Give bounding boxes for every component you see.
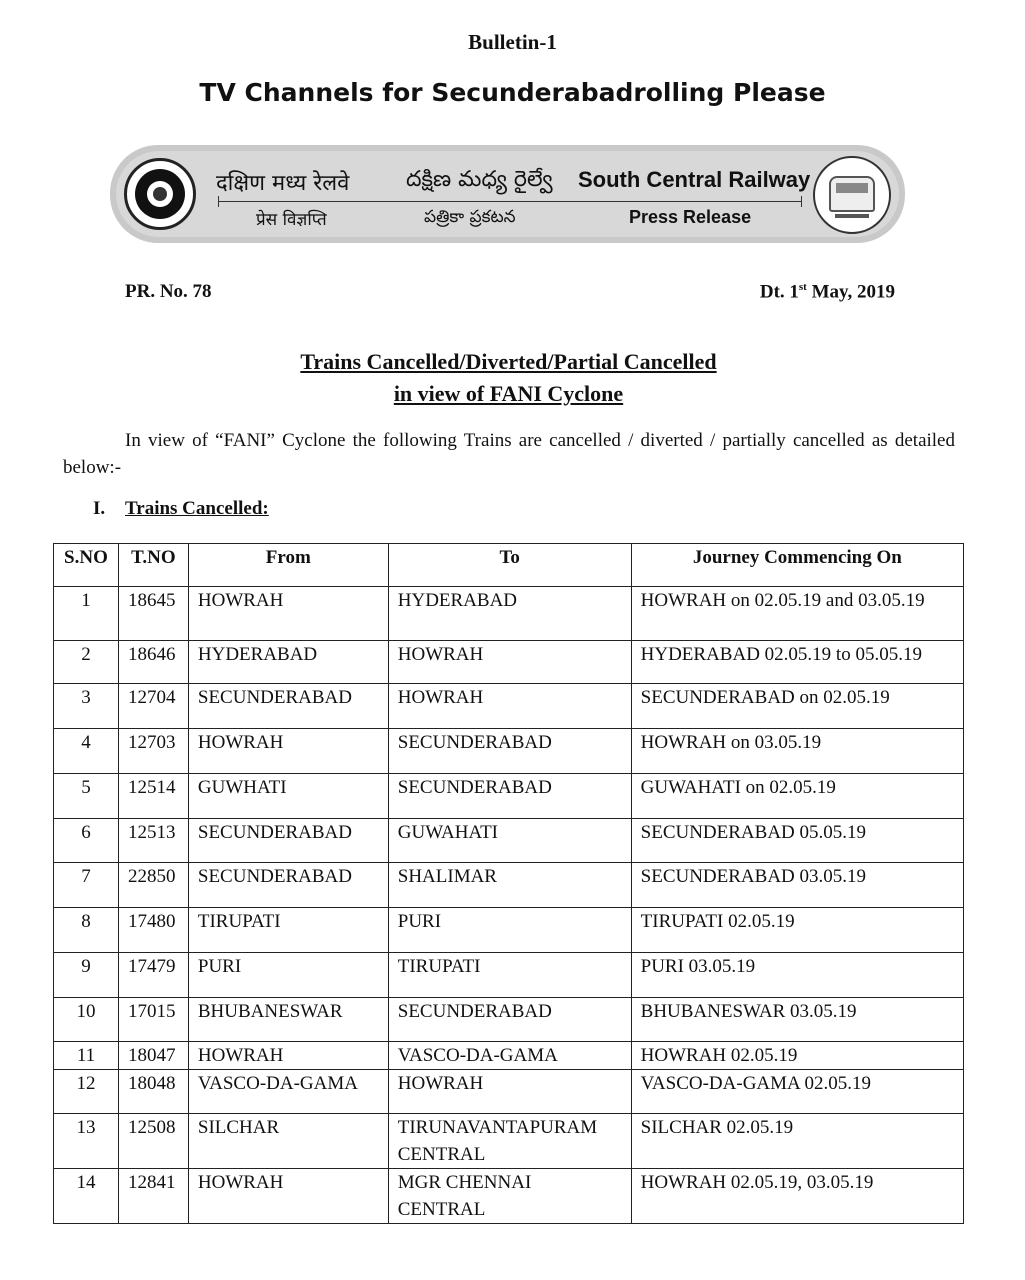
header-from: From bbox=[188, 544, 388, 587]
cell-from: TIRUPATI bbox=[188, 908, 388, 953]
cell-to: SECUNDERABAD bbox=[388, 729, 631, 774]
cell-from: HOWRAH bbox=[188, 587, 388, 641]
section-label: Trains Cancelled: bbox=[125, 498, 269, 519]
table-row bbox=[54, 863, 964, 908]
cell-to: HOWRAH bbox=[388, 684, 631, 729]
cell-journey: GUWAHATI on 02.05.19 bbox=[631, 774, 963, 819]
cell-sno: 10 bbox=[54, 998, 119, 1042]
banner-hindi-press: प्रेस विज्ञप्ति bbox=[256, 210, 327, 230]
table-row bbox=[54, 998, 964, 1042]
table-row bbox=[54, 819, 964, 863]
cell-sno: 3 bbox=[54, 684, 119, 729]
table-row bbox=[54, 1070, 964, 1114]
intro-paragraph: In view of “FANI” Cyclone the following Trains are cancelled / diverted / partially cancelled as detailed below:- bbox=[63, 430, 955, 478]
cell-sno: 4 bbox=[54, 729, 119, 774]
cell-journey: SECUNDERABAD on 02.05.19 bbox=[631, 684, 963, 729]
cell-sno: 11 bbox=[54, 1042, 119, 1070]
date-prefix: Dt. 1 bbox=[759, 281, 799, 303]
bulletin-label: Bulletin-1 bbox=[468, 30, 557, 54]
heading-line-1: Trains Cancelled/Diverted/Partial Cancelled bbox=[300, 349, 717, 374]
release-date bbox=[760, 281, 895, 303]
cell-to: MGR CHENNAI CENTRAL bbox=[388, 1169, 631, 1224]
cell-tno: 17479 bbox=[118, 953, 188, 998]
cell-journey: HYDERABAD 02.05.19 to 05.05.19 bbox=[631, 641, 963, 684]
cell-tno: 18646 bbox=[118, 641, 188, 684]
cell-journey: SECUNDERABAD 05.05.19 bbox=[631, 819, 963, 863]
date-suffix: May, 2019 bbox=[806, 281, 895, 303]
cell-sno: 7 bbox=[54, 863, 119, 908]
table-row bbox=[54, 729, 964, 774]
banner-english-name: South Central Railway bbox=[578, 167, 811, 192]
header-journey: Journey Commencing On bbox=[631, 544, 963, 587]
cell-from: SECUNDERABAD bbox=[188, 819, 388, 863]
cell-from: GUWHATI bbox=[188, 774, 388, 819]
cell-tno: 18048 bbox=[118, 1070, 188, 1114]
table-row bbox=[54, 641, 964, 684]
cell-to: GUWAHATI bbox=[388, 819, 631, 863]
banner-english-press: Press Release bbox=[629, 207, 752, 227]
table-row bbox=[54, 1042, 964, 1070]
cell-sno: 9 bbox=[54, 953, 119, 998]
cell-journey: TIRUPATI 02.05.19 bbox=[631, 908, 963, 953]
cell-to: PURI bbox=[388, 908, 631, 953]
cell-to: HOWRAH bbox=[388, 641, 631, 684]
cell-tno: 12704 bbox=[118, 684, 188, 729]
cell-from: VASCO-DA-GAMA bbox=[188, 1070, 388, 1114]
cell-tno: 12703 bbox=[118, 729, 188, 774]
table-row bbox=[54, 953, 964, 998]
cell-tno: 12514 bbox=[118, 774, 188, 819]
heading-line-2: in view of FANI Cyclone bbox=[393, 381, 624, 406]
locomotive-emblem-icon bbox=[813, 156, 891, 234]
cell-sno: 13 bbox=[54, 1114, 119, 1169]
channel-title: TV Channels for Secunderabadrolling Please bbox=[199, 78, 826, 107]
cell-journey: SECUNDERABAD 03.05.19 bbox=[631, 863, 963, 908]
cell-journey: BHUBANESWAR 03.05.19 bbox=[631, 998, 963, 1042]
cell-journey: PURI 03.05.19 bbox=[631, 953, 963, 998]
cell-tno: 12841 bbox=[118, 1169, 188, 1224]
cell-from: PURI bbox=[188, 953, 388, 998]
cell-sno: 12 bbox=[54, 1070, 119, 1114]
table-row bbox=[54, 908, 964, 953]
cell-to: VASCO-DA-GAMA bbox=[388, 1042, 631, 1070]
cell-sno: 5 bbox=[54, 774, 119, 819]
cell-to: SECUNDERABAD bbox=[388, 774, 631, 819]
cell-tno: 18645 bbox=[118, 587, 188, 641]
cell-tno: 18047 bbox=[118, 1042, 188, 1070]
cell-journey: HOWRAH 02.05.19, 03.05.19 bbox=[631, 1169, 963, 1224]
header-to: To bbox=[388, 544, 631, 587]
press-release-banner bbox=[110, 145, 905, 243]
cell-from: SECUNDERABAD bbox=[188, 863, 388, 908]
cell-journey: HOWRAH 02.05.19 bbox=[631, 1042, 963, 1070]
cell-sno: 6 bbox=[54, 819, 119, 863]
cell-journey: VASCO-DA-GAMA 02.05.19 bbox=[631, 1070, 963, 1114]
cell-from: SILCHAR bbox=[188, 1114, 388, 1169]
table-row bbox=[54, 587, 964, 641]
cell-to: SECUNDERABAD bbox=[388, 998, 631, 1042]
cell-from: SECUNDERABAD bbox=[188, 684, 388, 729]
cell-from: HYDERABAD bbox=[188, 641, 388, 684]
cell-from: BHUBANESWAR bbox=[188, 998, 388, 1042]
table-row bbox=[54, 684, 964, 729]
table-row bbox=[54, 774, 964, 819]
section-heading bbox=[93, 498, 269, 520]
table-row bbox=[54, 1114, 964, 1169]
section-number: I. bbox=[93, 498, 106, 519]
cell-sno: 8 bbox=[54, 908, 119, 953]
cell-to: SHALIMAR bbox=[388, 863, 631, 908]
trains-cancelled-table bbox=[53, 543, 964, 1224]
cell-to: HYDERABAD bbox=[388, 587, 631, 641]
cell-to: HOWRAH bbox=[388, 1070, 631, 1114]
cell-from: HOWRAH bbox=[188, 729, 388, 774]
press-release-number: PR. No. 78 bbox=[125, 281, 212, 302]
banner-divider bbox=[218, 201, 802, 202]
cell-journey: HOWRAH on 02.05.19 and 03.05.19 bbox=[631, 587, 963, 641]
cell-journey: HOWRAH on 03.05.19 bbox=[631, 729, 963, 774]
cell-from: HOWRAH bbox=[188, 1042, 388, 1070]
cell-tno: 22850 bbox=[118, 863, 188, 908]
cell-sno: 1 bbox=[54, 587, 119, 641]
cell-sno: 14 bbox=[54, 1169, 119, 1224]
banner-telugu-name: దక్షిణ మధ్య రైల్వే bbox=[406, 167, 553, 192]
cell-to: TIRUNAVANTAPURAM CENTRAL bbox=[388, 1114, 631, 1169]
cell-tno: 17480 bbox=[118, 908, 188, 953]
table-header-row bbox=[54, 544, 964, 587]
indian-railways-logo-icon bbox=[124, 158, 196, 230]
date-ordinal: st bbox=[798, 281, 807, 293]
header-sno: S.NO bbox=[54, 544, 119, 587]
banner-hindi-name: दक्षिण मध्य रेलवे bbox=[216, 171, 350, 196]
cell-from: HOWRAH bbox=[188, 1169, 388, 1224]
header-tno: T.NO bbox=[118, 544, 188, 587]
banner-telugu-press: పత్రికా ప్రకటన bbox=[424, 207, 516, 227]
cell-to: TIRUPATI bbox=[388, 953, 631, 998]
cell-tno: 12513 bbox=[118, 819, 188, 863]
cell-sno: 2 bbox=[54, 641, 119, 684]
table-row bbox=[54, 1169, 964, 1224]
cell-tno: 17015 bbox=[118, 998, 188, 1042]
cell-tno: 12508 bbox=[118, 1114, 188, 1169]
cell-journey: SILCHAR 02.05.19 bbox=[631, 1114, 963, 1169]
